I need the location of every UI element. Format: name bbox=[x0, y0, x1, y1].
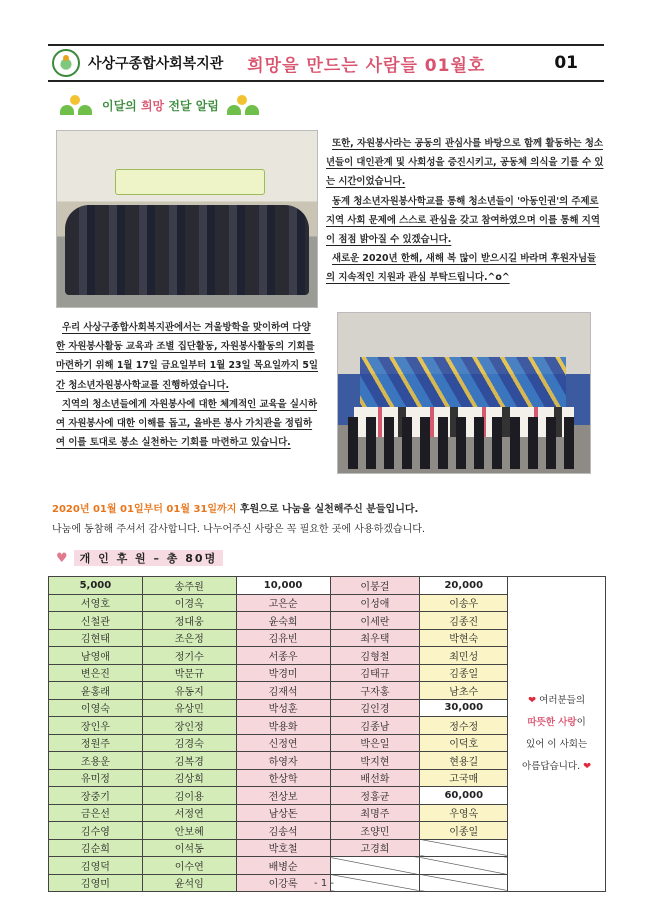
donor-cell: 고국매 bbox=[420, 769, 508, 787]
donor-cell: 조양민 bbox=[330, 822, 420, 840]
donor-cell: 박현숙 bbox=[420, 629, 508, 647]
donor-cell: 고은순 bbox=[236, 594, 330, 612]
donation-period: 2020년 01월 01일부터 01월 31일까지 bbox=[52, 504, 237, 515]
article-paragraph: 새로운 2020년 한해, 새해 복 많이 받으시길 바라며 후원자님들의 지속적인 지원과 관심 부탁드립니다.^o^ bbox=[326, 253, 597, 284]
donor-cell: 유상민 bbox=[142, 699, 236, 717]
donor-cell: 하영자 bbox=[236, 752, 330, 770]
page-number: 01 bbox=[554, 53, 578, 73]
donor-cell: 이세란 bbox=[330, 612, 420, 630]
sprout-decoration-icon bbox=[227, 95, 261, 115]
welfare-center-logo-icon bbox=[52, 49, 80, 77]
donor-cell: 김영미 bbox=[49, 874, 143, 892]
donor-cell: 신철관 bbox=[49, 612, 143, 630]
donor-cell: 정기수 bbox=[142, 647, 236, 665]
thank-you-message: ❤ 여러분들의 따뜻한 사랑이 있어 이 사회는 아름답습니다. ❤ bbox=[508, 577, 606, 892]
sprout-decoration-icon bbox=[60, 95, 94, 115]
donor-cell: 정원주 bbox=[49, 734, 143, 752]
page-footer: - 1 - bbox=[314, 878, 334, 889]
donor-cell: 유미정 bbox=[49, 769, 143, 787]
donor-cell: 이봉걸 bbox=[330, 577, 420, 595]
donor-cell: 박경미 bbox=[236, 664, 330, 682]
donor-cell: 유동지 bbox=[142, 682, 236, 700]
article-paragraph: 동계 청소년자원봉사학교를 통해 청소년들이 '아동인권'의 주제로 지역 사회 문제에 스스로 관심을 갖고 참여하였으며 이를 통해 지역이 점점 밝아질 수 있겠습니다. bbox=[326, 195, 600, 246]
article-left-column bbox=[56, 318, 318, 452]
donor-cell: 이석동 bbox=[142, 839, 236, 857]
donor-cell: 장중기 bbox=[49, 787, 143, 805]
donor-cell: 신정연 bbox=[236, 734, 330, 752]
donor-cell: 장인정 bbox=[142, 717, 236, 735]
header-bar bbox=[48, 44, 604, 82]
donor-cell: 60,000 bbox=[420, 787, 508, 805]
donor-cell: 배병순 bbox=[236, 857, 330, 875]
donor-cell: 정대웅 bbox=[142, 612, 236, 630]
donor-cell: 10,000 bbox=[236, 577, 330, 595]
donor-cell: 배선화 bbox=[330, 769, 420, 787]
donor-cell: 김순희 bbox=[49, 839, 143, 857]
donor-cell: 김종남 bbox=[330, 717, 420, 735]
thanks-line: 나눔에 동참해 주셔서 감사합니다. 나누어주신 사랑은 꼭 필요한 곳에 사용하겠습니다. bbox=[52, 524, 426, 535]
donor-cell: 이영숙 bbox=[49, 699, 143, 717]
donor-cell: 남초수 bbox=[420, 682, 508, 700]
donor-cell: 김복경 bbox=[142, 752, 236, 770]
heart-icon: ♥ bbox=[56, 550, 68, 566]
donor-cell: 이성애 bbox=[330, 594, 420, 612]
article-right-column bbox=[326, 134, 604, 288]
donor-cell: 구자홍 bbox=[330, 682, 420, 700]
donor-cell: 현용길 bbox=[420, 752, 508, 770]
donor-cell: 김현태 bbox=[49, 629, 143, 647]
donor-cell: 30,000 bbox=[420, 699, 508, 717]
donor-table bbox=[48, 576, 606, 892]
donor-cell: 김태규 bbox=[330, 664, 420, 682]
donor-cell: 최민성 bbox=[420, 647, 508, 665]
donor-cell: 이송우 bbox=[420, 594, 508, 612]
donor-cell: 정홍균 bbox=[330, 787, 420, 805]
org-name: 사상구종합사회복지관 bbox=[88, 56, 224, 72]
article-paragraph: 지역의 청소년들에게 자원봉사에 대한 체계적인 교육을 실시하여 자원봉사에 대한 이해를 돕고, 올바른 봉사 가치관을 정립하여 이를 토대로 봉소 실천하는 기회를 마련하고 있습니다. bbox=[56, 398, 318, 449]
donor-cell: 최명주 bbox=[330, 804, 420, 822]
donor-cell: 김이용 bbox=[142, 787, 236, 805]
donor-cell: 김수영 bbox=[49, 822, 143, 840]
section-heading bbox=[60, 92, 261, 118]
donor-cell: 김인경 bbox=[330, 699, 420, 717]
section-title: 이달의 희망 전달 알림 bbox=[102, 98, 219, 113]
article-paragraph: 우리 사상구종합사회복지관에서는 겨울방학을 맞이하여 다양한 자원봉사활동 교육과 조별 집단활동, 자원봉사활동의 기회를 마련하기 위해 1월 17일 금요일부터 1월 23일 목요일까지 5일간 청소년자원봉사학교를 진행하였습니다. bbox=[56, 322, 318, 391]
donor-cell: 서종우 bbox=[236, 647, 330, 665]
donor-cell: 김송석 bbox=[236, 822, 330, 840]
donor-cell: 남상돈 bbox=[236, 804, 330, 822]
donor-heading: ♥ 개 인 후 원 – 총 80명 bbox=[56, 548, 223, 568]
donor-cell: 조용운 bbox=[49, 752, 143, 770]
table-row bbox=[49, 577, 606, 595]
donor-cell: 윤숙희 bbox=[236, 612, 330, 630]
donor-cell: 박지현 bbox=[330, 752, 420, 770]
donor-cell: 전상보 bbox=[236, 787, 330, 805]
donation-notice: 2020년 01월 01일부터 01월 31일까지 후원으로 나눔을 실천해주신 분들입니다. 나눔에 동참해 주셔서 감사합니다. 나누어주신 사랑은 꼭 필요한 곳에 사용하겠습니다. bbox=[52, 500, 612, 540]
heart-icon: ❤ bbox=[583, 761, 592, 772]
donor-cell bbox=[330, 857, 420, 875]
donor-cell: 장인우 bbox=[49, 717, 143, 735]
volunteer-group-photo bbox=[56, 130, 318, 308]
donor-cell: 정수정 bbox=[420, 717, 508, 735]
donor-cell: 박호철 bbox=[236, 839, 330, 857]
issue-title: 희망을 만드는 사람들 01월호 bbox=[247, 55, 486, 76]
donor-cell: 김상희 bbox=[142, 769, 236, 787]
donor-cell: 김경숙 bbox=[142, 734, 236, 752]
donor-cell: 이종일 bbox=[420, 822, 508, 840]
donor-cell: 서영호 bbox=[49, 594, 143, 612]
donor-cell: 김형철 bbox=[330, 647, 420, 665]
donor-cell: 박성훈 bbox=[236, 699, 330, 717]
campaign-signs-photo bbox=[337, 312, 591, 474]
donor-cell: 김유빈 bbox=[236, 629, 330, 647]
donor-cell: 우영옥 bbox=[420, 804, 508, 822]
donor-cell: 김종진 bbox=[420, 612, 508, 630]
donor-cell bbox=[420, 839, 508, 857]
donor-cell: 이경옥 bbox=[142, 594, 236, 612]
donor-cell: 이강록 bbox=[236, 874, 330, 892]
heart-icon: ❤ bbox=[528, 695, 537, 706]
donor-cell: 박용화 bbox=[236, 717, 330, 735]
donor-cell: 서정연 bbox=[142, 804, 236, 822]
donor-cell: 송주원 bbox=[142, 577, 236, 595]
donor-cell: 김영덕 bbox=[49, 857, 143, 875]
article-paragraph: 또한, 자원봉사라는 공동의 관심사를 바탕으로 함께 활동하는 청소년들이 대인관계 및 사회성을 증진시키고, 공동체 의식을 기를 수 있는 시간이었습니다. bbox=[326, 138, 604, 188]
donor-cell bbox=[420, 857, 508, 875]
donor-cell: 20,000 bbox=[420, 577, 508, 595]
donor-cell: 조은정 bbox=[142, 629, 236, 647]
donor-cell: 변은진 bbox=[49, 664, 143, 682]
donor-cell: 김재석 bbox=[236, 682, 330, 700]
donor-cell: 윤석임 bbox=[142, 874, 236, 892]
donor-cell: 박은일 bbox=[330, 734, 420, 752]
donor-cell: 이수연 bbox=[142, 857, 236, 875]
donor-cell: 5,000 bbox=[49, 577, 143, 595]
donor-cell: 안보혜 bbox=[142, 822, 236, 840]
donor-cell: 남영애 bbox=[49, 647, 143, 665]
donor-cell: 금은선 bbox=[49, 804, 143, 822]
donor-cell: 이덕호 bbox=[420, 734, 508, 752]
donor-cell: 고경희 bbox=[330, 839, 420, 857]
donor-cell: 한상학 bbox=[236, 769, 330, 787]
donor-cell: 최우택 bbox=[330, 629, 420, 647]
donor-cell: 김종일 bbox=[420, 664, 508, 682]
donor-cell: 박문규 bbox=[142, 664, 236, 682]
donor-cell: 윤홍래 bbox=[49, 682, 143, 700]
